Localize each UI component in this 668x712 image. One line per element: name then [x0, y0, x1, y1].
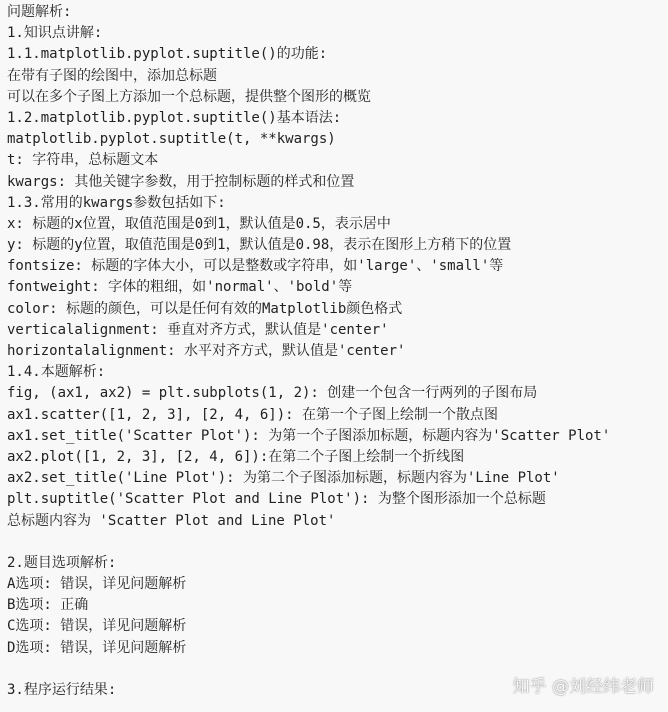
- blank-line: [7, 532, 668, 553]
- code-line: matplotlib.pyplot.suptitle(t, **kwargs): [7, 131, 336, 148]
- watermark: 知乎 @刘经纬老师: [512, 677, 654, 697]
- option-line: D选项: 错误，详见问题解析: [7, 639, 187, 656]
- text-line: horizontalalignment: 水平对齐方式，默认值是'center': [7, 343, 406, 359]
- code-line: ax1.scatter([1, 2, 3], [2, 4, 6]): 在第一个子图上绘制一个散点图: [7, 406, 499, 423]
- code-line: ax1.set_title('Scatter Plot'): 为第一个子图添加标题，标题内容为'Scatter Plot': [7, 427, 611, 444]
- text-line: 在带有子图的绘图中，添加总标题: [7, 67, 217, 84]
- section-heading: 1.4.本题解析:: [7, 364, 106, 381]
- text-line: 1.2.matplotlib.pyplot.suptitle()基本语法:: [7, 109, 342, 126]
- option-line: B选项: 正确: [7, 597, 89, 614]
- text-line: verticalalignment: 垂直对齐方式，默认值是'center': [7, 321, 389, 338]
- section-heading: 1.知识点讲解:: [7, 25, 103, 42]
- document-body: [7, 2, 668, 701]
- text-line: 1.1.matplotlib.pyplot.suptitle()的功能:: [7, 46, 328, 63]
- section-heading: 问题解析:: [7, 4, 72, 20]
- text-line: color: 标题的颜色，可以是任何有效的Matplotlib颜色格式: [7, 300, 403, 317]
- section-heading: 2.题目选项解析:: [7, 554, 117, 571]
- text-line: x: 标题的x位置，取值范围是0到1，默认值是0.5，表示居中: [7, 215, 391, 232]
- code-line: ax2.set_title('Line Plot'): 为第二个子图添加标题，标题内容为'Line Plot': [7, 470, 560, 487]
- option-line: A选项: 错误，详见问题解析: [7, 576, 187, 593]
- code-line: fig, (ax1, ax2) = plt.subplots(1, 2): 创建一个包含一行两列的子图布局: [7, 385, 538, 402]
- code-line: ax2.plot([1, 2, 3], [2, 4, 6]):在第二个子图上绘制一个折线图: [7, 448, 465, 465]
- text-line: fontweight: 字体的粗细，如'normal'、'bold'等: [7, 279, 353, 296]
- text-line: y: 标题的y位置，取值范围是0到1，默认值是0.98，表示在图形上方稍下的位置: [7, 237, 512, 254]
- text-line: fontsize: 标题的字体大小，可以是整数或字符串，如'large'、'small'等: [7, 258, 504, 275]
- text-line: 可以在多个子图上方添加一个总标题，提供整个图形的概览: [7, 88, 371, 105]
- text-line: 1.3.常用的kwargs参数包括如下:: [7, 194, 226, 211]
- code-line: plt.suptitle('Scatter Plot and Line Plot'): 为整个图形添加一个总标题: [7, 491, 546, 508]
- text-line: 总标题内容为 'Scatter Plot and Line Plot': [7, 512, 336, 529]
- section-heading: 3.程序运行结果:: [7, 682, 117, 698]
- text-line: kwargs: 其他关键字参数，用于控制标题的样式和位置: [7, 173, 355, 190]
- option-line: C选项: 错误，详见问题解析: [7, 618, 187, 635]
- text-line: t: 字符串，总标题文本: [7, 152, 159, 169]
